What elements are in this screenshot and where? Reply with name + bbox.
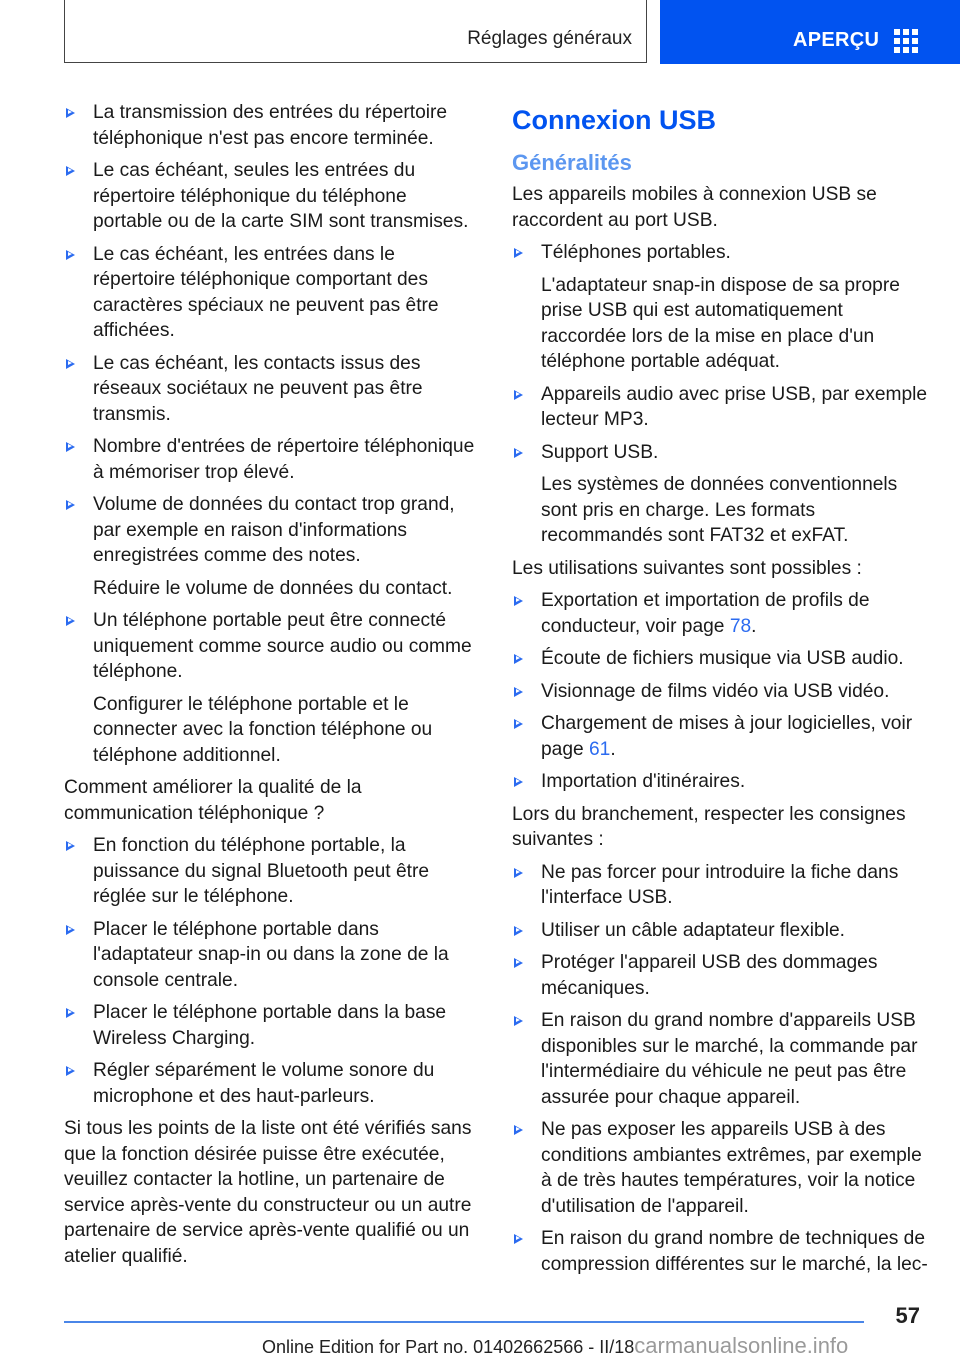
overview-nav-button[interactable] bbox=[660, 0, 960, 64]
bullet-triangle-icon bbox=[66, 166, 75, 176]
subsection-heading: Généralités bbox=[512, 150, 632, 175]
bullet-triangle-icon bbox=[514, 390, 523, 400]
bullet-triangle-icon bbox=[66, 500, 75, 510]
edition-text: Online Edition for Part no. 01402662566 - II/18 bbox=[262, 1337, 635, 1357]
bullet-triangle-icon bbox=[66, 359, 75, 369]
list-item: Placer le téléphone portable dans la base Wireless Charging. bbox=[64, 1000, 480, 1051]
list-item: Utiliser un câble adaptateur flexible. bbox=[512, 918, 928, 944]
list-item: Protéger l'appareil USB des dommages mécaniques. bbox=[512, 950, 928, 1001]
page-number: 57 bbox=[895, 1303, 920, 1328]
bullet-triangle-icon bbox=[514, 448, 523, 458]
footer-divider bbox=[64, 1321, 864, 1323]
bullet-triangle-icon bbox=[66, 1066, 75, 1076]
list-item-detail: Réduire le volume de données du contact. bbox=[93, 577, 453, 599]
section-heading: Connexion USB bbox=[512, 105, 717, 135]
bullet-triangle-icon bbox=[514, 868, 523, 878]
header-section-box bbox=[64, 0, 647, 63]
watermark-text: carmanualsonline.info bbox=[634, 1333, 849, 1358]
list-item: En fonction du téléphone portable, la puissance du signal Bluetooth peut être réglée sur le téléphone. bbox=[64, 833, 480, 910]
list-item: Placer le téléphone portable dans l'adaptateur snap-in ou dans la zone de la console centrale. bbox=[64, 917, 480, 994]
page-link-61[interactable]: 61 bbox=[589, 738, 611, 760]
list-item: Support USB. bbox=[512, 440, 928, 466]
list-item: Nombre d'entrées de répertoire téléphonique à mémoriser trop élevé. bbox=[64, 434, 480, 485]
bullet-triangle-icon bbox=[66, 841, 75, 851]
list-item-detail: Configurer le téléphone portable et le connecter avec la fonction téléphone ou téléphone additionnel. bbox=[93, 693, 433, 766]
bullet-triangle-icon bbox=[66, 442, 75, 452]
bullet-triangle-icon bbox=[514, 926, 523, 936]
bullet-triangle-icon bbox=[514, 654, 523, 664]
bullet-triangle-icon bbox=[514, 248, 523, 258]
section-title: Réglages généraux bbox=[467, 28, 632, 49]
list-item: Chargement de mises à jour logicielles, voir page 61. bbox=[512, 711, 928, 762]
overview-nav-label: APERÇU bbox=[793, 29, 880, 51]
list-item: Un téléphone portable peut être connecté uniquement comme source audio ou comme téléphone. bbox=[64, 608, 480, 685]
list-item: Le cas échéant, les contacts issus des réseaux sociétaux ne peuvent pas être transmis. bbox=[64, 351, 480, 428]
bullet-triangle-icon bbox=[514, 1016, 523, 1026]
bullet-triangle-icon bbox=[514, 777, 523, 787]
list-item-detail: Les systèmes de données conventionnels sont pris en charge. Les formats recommandés sont FAT32 et exFAT. bbox=[541, 474, 898, 546]
bullet-triangle-icon bbox=[514, 1234, 523, 1244]
list-item: Exportation et importation de profils de conducteur, voir page 78. bbox=[512, 588, 928, 639]
list-item: Importation d'itinéraires. bbox=[512, 769, 928, 795]
list-item: Régler séparément le volume sonore du microphone et des haut-parleurs. bbox=[64, 1058, 480, 1109]
list-item: La transmission des entrées du répertoire téléphonique n'est pas encore terminée. bbox=[64, 100, 480, 151]
connect-intro: Lors du branchement, respecter les consignes suivantes : bbox=[512, 803, 906, 850]
list-item-detail: L'adaptateur snap-in dispose de sa propre prise USB qui est automatiquement raccordée lors de la mise en place d'un téléphone portable adéquat. bbox=[541, 274, 900, 372]
grid-icon bbox=[894, 29, 922, 53]
bullet-triangle-icon bbox=[66, 1008, 75, 1018]
list-item: Appareils audio avec prise USB, par exemple lecteur MP3. bbox=[512, 382, 928, 433]
list-item: Le cas échéant, les entrées dans le répertoire téléphonique comportant des caractères spéciaux ne peuvent pas être affichées. bbox=[64, 242, 480, 344]
list-item: Ne pas forcer pour introduire la fiche dans l'interface USB. bbox=[512, 860, 928, 911]
bullet-triangle-icon bbox=[514, 1125, 523, 1135]
list-item: Le cas échéant, seules les entrées du répertoire téléphonique du téléphone portable ou de la carte SIM sont transmises. bbox=[64, 158, 480, 235]
list-item: Volume de données du contact trop grand, par exemple en raison d'informations enregistrées comme des notes. bbox=[64, 492, 480, 569]
page-link-78[interactable]: 78 bbox=[729, 615, 752, 637]
right-column bbox=[512, 100, 928, 1284]
list-item: Visionnage de films vidéo via USB vidéo. bbox=[512, 679, 928, 705]
list-item: En raison du grand nombre d'appareils USB disponibles sur le marché, la commande par l'intermédiaire du véhicule ne peut pas être assurée pour chaque appareil. bbox=[512, 1008, 928, 1110]
list-item: Téléphones portables. bbox=[512, 240, 928, 266]
bullet-triangle-icon bbox=[514, 687, 523, 697]
bullet-triangle-icon bbox=[514, 958, 523, 968]
bullet-triangle-icon bbox=[66, 108, 75, 118]
bullet-triangle-icon bbox=[514, 596, 523, 606]
bullet-triangle-icon bbox=[514, 719, 523, 729]
uses-intro: Les utilisations suivantes sont possibles : bbox=[512, 557, 862, 579]
bullet-triangle-icon bbox=[66, 616, 75, 626]
footer-edition bbox=[262, 1333, 848, 1359]
list-item: Écoute de fichiers musique via USB audio. bbox=[512, 646, 928, 672]
bullet-triangle-icon bbox=[66, 250, 75, 260]
question-paragraph: Comment améliorer la qualité de la communication téléphonique ? bbox=[64, 777, 362, 824]
bullet-triangle-icon bbox=[66, 925, 75, 935]
intro-paragraph: Les appareils mobiles à connexion USB se raccordent au port USB. bbox=[512, 184, 877, 231]
left-column bbox=[64, 100, 480, 1276]
closing-paragraph: Si tous les points de la liste ont été vérifiés sans que la fonction désirée puisse être exécutée, veuillez contacter la hotline, un partenaire de service après-vente du constructeur ou un autre partenaire de service après-vente qualifié ou un atelier qualifié. bbox=[64, 1118, 472, 1267]
list-item: Ne pas exposer les appareils USB à des conditions ambiantes extrêmes, par exemple à de très hautes températures, voir la notice d'utilisation de l'appareil. bbox=[512, 1117, 928, 1219]
list-item: En raison du grand nombre de techniques de compression différentes sur le marché, la lec- bbox=[512, 1226, 928, 1277]
